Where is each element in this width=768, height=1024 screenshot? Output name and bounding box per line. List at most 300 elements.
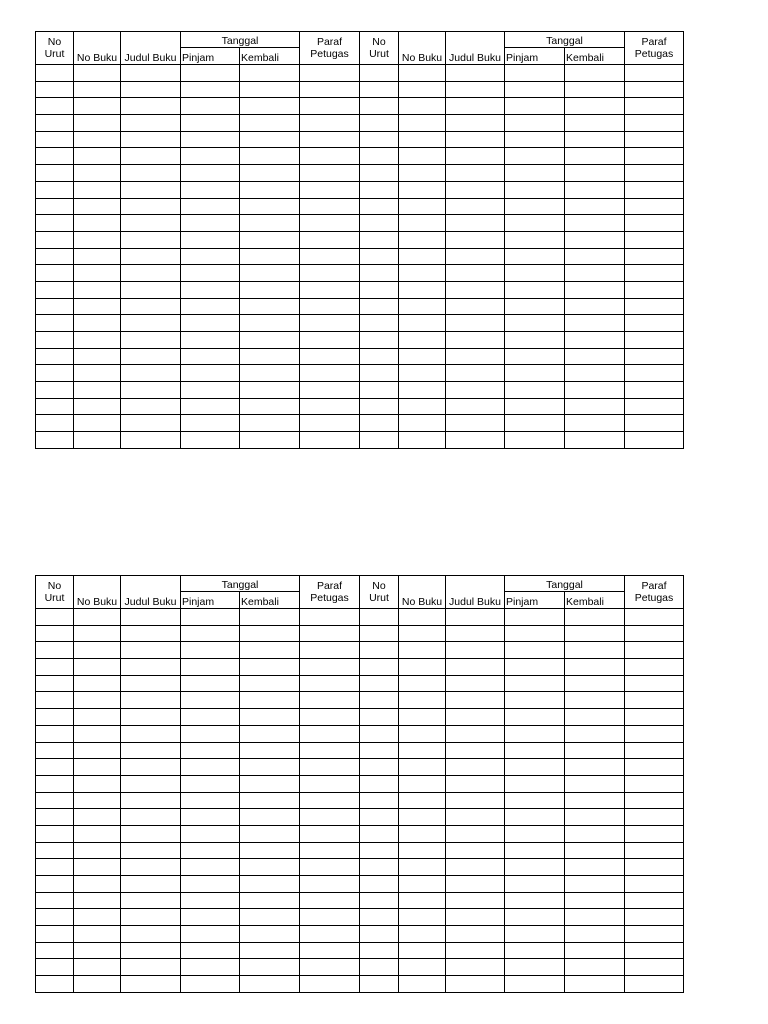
blank-cell[interactable] bbox=[446, 432, 505, 449]
blank-cell[interactable] bbox=[36, 198, 74, 215]
blank-cell[interactable] bbox=[181, 775, 240, 792]
blank-cell[interactable] bbox=[505, 876, 565, 893]
blank-cell[interactable] bbox=[240, 115, 300, 132]
blank-cell[interactable] bbox=[505, 131, 565, 148]
blank-cell[interactable] bbox=[74, 131, 121, 148]
blank-cell[interactable] bbox=[446, 609, 505, 626]
blank-cell[interactable] bbox=[446, 625, 505, 642]
blank-cell[interactable] bbox=[446, 692, 505, 709]
blank-cell[interactable] bbox=[565, 281, 625, 298]
blank-cell[interactable] bbox=[121, 892, 181, 909]
blank-cell[interactable] bbox=[121, 926, 181, 943]
blank-cell[interactable] bbox=[625, 281, 684, 298]
blank-cell[interactable] bbox=[399, 81, 446, 98]
blank-cell[interactable] bbox=[505, 942, 565, 959]
blank-cell[interactable] bbox=[181, 825, 240, 842]
blank-cell[interactable] bbox=[505, 148, 565, 165]
blank-cell[interactable] bbox=[625, 231, 684, 248]
blank-cell[interactable] bbox=[446, 148, 505, 165]
blank-cell[interactable] bbox=[625, 642, 684, 659]
blank-cell[interactable] bbox=[625, 742, 684, 759]
blank-cell[interactable] bbox=[74, 876, 121, 893]
blank-cell[interactable] bbox=[565, 742, 625, 759]
blank-cell[interactable] bbox=[625, 942, 684, 959]
blank-cell[interactable] bbox=[625, 609, 684, 626]
blank-cell[interactable] bbox=[121, 725, 181, 742]
blank-cell[interactable] bbox=[121, 231, 181, 248]
blank-cell[interactable] bbox=[36, 315, 74, 332]
blank-cell[interactable] bbox=[446, 775, 505, 792]
blank-cell[interactable] bbox=[625, 692, 684, 709]
blank-cell[interactable] bbox=[121, 181, 181, 198]
blank-cell[interactable] bbox=[300, 625, 360, 642]
blank-cell[interactable] bbox=[300, 332, 360, 349]
blank-cell[interactable] bbox=[565, 775, 625, 792]
blank-cell[interactable] bbox=[36, 825, 74, 842]
blank-cell[interactable] bbox=[505, 332, 565, 349]
blank-cell[interactable] bbox=[360, 859, 399, 876]
blank-cell[interactable] bbox=[121, 625, 181, 642]
blank-cell[interactable] bbox=[300, 942, 360, 959]
blank-cell[interactable] bbox=[360, 398, 399, 415]
blank-cell[interactable] bbox=[74, 148, 121, 165]
blank-cell[interactable] bbox=[399, 148, 446, 165]
blank-cell[interactable] bbox=[240, 365, 300, 382]
blank-cell[interactable] bbox=[625, 809, 684, 826]
blank-cell[interactable] bbox=[565, 265, 625, 282]
blank-cell[interactable] bbox=[446, 825, 505, 842]
blank-cell[interactable] bbox=[121, 959, 181, 976]
blank-cell[interactable] bbox=[399, 115, 446, 132]
blank-cell[interactable] bbox=[565, 725, 625, 742]
blank-cell[interactable] bbox=[505, 115, 565, 132]
blank-cell[interactable] bbox=[74, 265, 121, 282]
blank-cell[interactable] bbox=[399, 398, 446, 415]
blank-cell[interactable] bbox=[360, 332, 399, 349]
blank-cell[interactable] bbox=[240, 315, 300, 332]
blank-cell[interactable] bbox=[300, 909, 360, 926]
blank-cell[interactable] bbox=[121, 98, 181, 115]
blank-cell[interactable] bbox=[446, 709, 505, 726]
blank-cell[interactable] bbox=[181, 792, 240, 809]
blank-cell[interactable] bbox=[36, 215, 74, 232]
blank-cell[interactable] bbox=[446, 675, 505, 692]
blank-cell[interactable] bbox=[446, 315, 505, 332]
blank-cell[interactable] bbox=[565, 959, 625, 976]
blank-cell[interactable] bbox=[505, 675, 565, 692]
blank-cell[interactable] bbox=[446, 642, 505, 659]
blank-cell[interactable] bbox=[446, 859, 505, 876]
blank-cell[interactable] bbox=[36, 892, 74, 909]
blank-cell[interactable] bbox=[36, 742, 74, 759]
blank-cell[interactable] bbox=[505, 231, 565, 248]
blank-cell[interactable] bbox=[505, 609, 565, 626]
blank-cell[interactable] bbox=[399, 876, 446, 893]
blank-cell[interactable] bbox=[505, 348, 565, 365]
blank-cell[interactable] bbox=[240, 281, 300, 298]
blank-cell[interactable] bbox=[446, 942, 505, 959]
blank-cell[interactable] bbox=[360, 432, 399, 449]
blank-cell[interactable] bbox=[399, 281, 446, 298]
blank-cell[interactable] bbox=[300, 131, 360, 148]
blank-cell[interactable] bbox=[121, 165, 181, 182]
blank-cell[interactable] bbox=[121, 909, 181, 926]
blank-cell[interactable] bbox=[121, 976, 181, 993]
blank-cell[interactable] bbox=[565, 148, 625, 165]
blank-cell[interactable] bbox=[565, 859, 625, 876]
blank-cell[interactable] bbox=[505, 65, 565, 82]
blank-cell[interactable] bbox=[181, 692, 240, 709]
blank-cell[interactable] bbox=[240, 231, 300, 248]
blank-cell[interactable] bbox=[399, 625, 446, 642]
blank-cell[interactable] bbox=[36, 131, 74, 148]
blank-cell[interactable] bbox=[36, 115, 74, 132]
blank-cell[interactable] bbox=[74, 98, 121, 115]
blank-cell[interactable] bbox=[360, 181, 399, 198]
blank-cell[interactable] bbox=[240, 725, 300, 742]
blank-cell[interactable] bbox=[181, 742, 240, 759]
blank-cell[interactable] bbox=[625, 859, 684, 876]
blank-cell[interactable] bbox=[240, 625, 300, 642]
blank-cell[interactable] bbox=[240, 609, 300, 626]
blank-cell[interactable] bbox=[240, 642, 300, 659]
blank-cell[interactable] bbox=[121, 692, 181, 709]
blank-cell[interactable] bbox=[505, 365, 565, 382]
blank-cell[interactable] bbox=[240, 659, 300, 676]
blank-cell[interactable] bbox=[36, 842, 74, 859]
blank-cell[interactable] bbox=[446, 298, 505, 315]
blank-cell[interactable] bbox=[36, 148, 74, 165]
blank-cell[interactable] bbox=[300, 742, 360, 759]
blank-cell[interactable] bbox=[505, 432, 565, 449]
blank-cell[interactable] bbox=[625, 909, 684, 926]
blank-cell[interactable] bbox=[240, 775, 300, 792]
blank-cell[interactable] bbox=[300, 65, 360, 82]
blank-cell[interactable] bbox=[300, 365, 360, 382]
blank-cell[interactable] bbox=[74, 315, 121, 332]
blank-cell[interactable] bbox=[505, 181, 565, 198]
blank-cell[interactable] bbox=[181, 181, 240, 198]
blank-cell[interactable] bbox=[121, 742, 181, 759]
blank-cell[interactable] bbox=[181, 725, 240, 742]
blank-cell[interactable] bbox=[446, 98, 505, 115]
blank-cell[interactable] bbox=[300, 775, 360, 792]
blank-cell[interactable] bbox=[240, 131, 300, 148]
blank-cell[interactable] bbox=[300, 892, 360, 909]
blank-cell[interactable] bbox=[505, 165, 565, 182]
blank-cell[interactable] bbox=[36, 415, 74, 432]
blank-cell[interactable] bbox=[240, 692, 300, 709]
blank-cell[interactable] bbox=[360, 382, 399, 399]
blank-cell[interactable] bbox=[240, 709, 300, 726]
blank-cell[interactable] bbox=[181, 675, 240, 692]
blank-cell[interactable] bbox=[240, 876, 300, 893]
blank-cell[interactable] bbox=[181, 231, 240, 248]
blank-cell[interactable] bbox=[240, 398, 300, 415]
blank-cell[interactable] bbox=[360, 675, 399, 692]
blank-cell[interactable] bbox=[399, 365, 446, 382]
blank-cell[interactable] bbox=[360, 315, 399, 332]
blank-cell[interactable] bbox=[360, 976, 399, 993]
blank-cell[interactable] bbox=[240, 909, 300, 926]
blank-cell[interactable] bbox=[181, 98, 240, 115]
blank-cell[interactable] bbox=[300, 809, 360, 826]
blank-cell[interactable] bbox=[36, 248, 74, 265]
blank-cell[interactable] bbox=[74, 842, 121, 859]
blank-cell[interactable] bbox=[505, 659, 565, 676]
blank-cell[interactable] bbox=[36, 692, 74, 709]
blank-cell[interactable] bbox=[360, 759, 399, 776]
blank-cell[interactable] bbox=[399, 792, 446, 809]
blank-cell[interactable] bbox=[121, 198, 181, 215]
blank-cell[interactable] bbox=[181, 281, 240, 298]
blank-cell[interactable] bbox=[625, 759, 684, 776]
blank-cell[interactable] bbox=[565, 692, 625, 709]
blank-cell[interactable] bbox=[565, 315, 625, 332]
blank-cell[interactable] bbox=[240, 825, 300, 842]
blank-cell[interactable] bbox=[181, 165, 240, 182]
blank-cell[interactable] bbox=[121, 315, 181, 332]
blank-cell[interactable] bbox=[505, 281, 565, 298]
blank-cell[interactable] bbox=[240, 432, 300, 449]
blank-cell[interactable] bbox=[121, 792, 181, 809]
blank-cell[interactable] bbox=[36, 625, 74, 642]
blank-cell[interactable] bbox=[399, 298, 446, 315]
blank-cell[interactable] bbox=[300, 759, 360, 776]
blank-cell[interactable] bbox=[399, 215, 446, 232]
blank-cell[interactable] bbox=[74, 659, 121, 676]
blank-cell[interactable] bbox=[36, 181, 74, 198]
blank-cell[interactable] bbox=[399, 265, 446, 282]
blank-cell[interactable] bbox=[121, 876, 181, 893]
blank-cell[interactable] bbox=[399, 198, 446, 215]
blank-cell[interactable] bbox=[240, 165, 300, 182]
blank-cell[interactable] bbox=[399, 415, 446, 432]
blank-cell[interactable] bbox=[399, 65, 446, 82]
blank-cell[interactable] bbox=[399, 842, 446, 859]
blank-cell[interactable] bbox=[399, 942, 446, 959]
blank-cell[interactable] bbox=[181, 398, 240, 415]
blank-cell[interactable] bbox=[74, 809, 121, 826]
blank-cell[interactable] bbox=[360, 809, 399, 826]
blank-cell[interactable] bbox=[360, 709, 399, 726]
blank-cell[interactable] bbox=[181, 315, 240, 332]
blank-cell[interactable] bbox=[565, 759, 625, 776]
blank-cell[interactable] bbox=[74, 398, 121, 415]
blank-cell[interactable] bbox=[36, 265, 74, 282]
blank-cell[interactable] bbox=[240, 809, 300, 826]
blank-cell[interactable] bbox=[121, 348, 181, 365]
blank-cell[interactable] bbox=[181, 842, 240, 859]
blank-cell[interactable] bbox=[625, 725, 684, 742]
blank-cell[interactable] bbox=[625, 792, 684, 809]
blank-cell[interactable] bbox=[240, 926, 300, 943]
blank-cell[interactable] bbox=[625, 876, 684, 893]
blank-cell[interactable] bbox=[300, 181, 360, 198]
blank-cell[interactable] bbox=[36, 281, 74, 298]
blank-cell[interactable] bbox=[121, 148, 181, 165]
blank-cell[interactable] bbox=[181, 942, 240, 959]
blank-cell[interactable] bbox=[74, 231, 121, 248]
blank-cell[interactable] bbox=[446, 398, 505, 415]
blank-cell[interactable] bbox=[399, 165, 446, 182]
blank-cell[interactable] bbox=[300, 248, 360, 265]
blank-cell[interactable] bbox=[446, 415, 505, 432]
blank-cell[interactable] bbox=[181, 909, 240, 926]
blank-cell[interactable] bbox=[360, 959, 399, 976]
blank-cell[interactable] bbox=[74, 642, 121, 659]
blank-cell[interactable] bbox=[505, 825, 565, 842]
blank-cell[interactable] bbox=[565, 81, 625, 98]
blank-cell[interactable] bbox=[446, 181, 505, 198]
blank-cell[interactable] bbox=[36, 675, 74, 692]
blank-cell[interactable] bbox=[446, 131, 505, 148]
blank-cell[interactable] bbox=[121, 281, 181, 298]
blank-cell[interactable] bbox=[360, 942, 399, 959]
blank-cell[interactable] bbox=[360, 415, 399, 432]
blank-cell[interactable] bbox=[446, 165, 505, 182]
blank-cell[interactable] bbox=[625, 825, 684, 842]
blank-cell[interactable] bbox=[360, 909, 399, 926]
blank-cell[interactable] bbox=[121, 115, 181, 132]
blank-cell[interactable] bbox=[446, 215, 505, 232]
blank-cell[interactable] bbox=[300, 792, 360, 809]
blank-cell[interactable] bbox=[625, 842, 684, 859]
blank-cell[interactable] bbox=[360, 231, 399, 248]
blank-cell[interactable] bbox=[625, 382, 684, 399]
blank-cell[interactable] bbox=[74, 181, 121, 198]
blank-cell[interactable] bbox=[360, 131, 399, 148]
blank-cell[interactable] bbox=[505, 398, 565, 415]
blank-cell[interactable] bbox=[300, 315, 360, 332]
blank-cell[interactable] bbox=[181, 298, 240, 315]
blank-cell[interactable] bbox=[181, 432, 240, 449]
blank-cell[interactable] bbox=[505, 98, 565, 115]
blank-cell[interactable] bbox=[505, 81, 565, 98]
blank-cell[interactable] bbox=[240, 959, 300, 976]
blank-cell[interactable] bbox=[360, 215, 399, 232]
blank-cell[interactable] bbox=[181, 365, 240, 382]
blank-cell[interactable] bbox=[360, 365, 399, 382]
blank-cell[interactable] bbox=[399, 775, 446, 792]
blank-cell[interactable] bbox=[36, 365, 74, 382]
blank-cell[interactable] bbox=[121, 398, 181, 415]
blank-cell[interactable] bbox=[74, 332, 121, 349]
blank-cell[interactable] bbox=[74, 909, 121, 926]
blank-cell[interactable] bbox=[74, 742, 121, 759]
blank-cell[interactable] bbox=[36, 876, 74, 893]
blank-cell[interactable] bbox=[36, 332, 74, 349]
blank-cell[interactable] bbox=[446, 332, 505, 349]
blank-cell[interactable] bbox=[121, 365, 181, 382]
blank-cell[interactable] bbox=[505, 725, 565, 742]
blank-cell[interactable] bbox=[240, 348, 300, 365]
blank-cell[interactable] bbox=[360, 725, 399, 742]
blank-cell[interactable] bbox=[300, 876, 360, 893]
blank-cell[interactable] bbox=[300, 348, 360, 365]
blank-cell[interactable] bbox=[181, 609, 240, 626]
blank-cell[interactable] bbox=[181, 759, 240, 776]
blank-cell[interactable] bbox=[625, 659, 684, 676]
blank-cell[interactable] bbox=[300, 231, 360, 248]
blank-cell[interactable] bbox=[565, 942, 625, 959]
blank-cell[interactable] bbox=[121, 675, 181, 692]
blank-cell[interactable] bbox=[505, 198, 565, 215]
blank-cell[interactable] bbox=[240, 98, 300, 115]
blank-cell[interactable] bbox=[300, 115, 360, 132]
blank-cell[interactable] bbox=[181, 215, 240, 232]
blank-cell[interactable] bbox=[74, 298, 121, 315]
blank-cell[interactable] bbox=[181, 709, 240, 726]
blank-cell[interactable] bbox=[181, 926, 240, 943]
blank-cell[interactable] bbox=[360, 281, 399, 298]
blank-cell[interactable] bbox=[74, 198, 121, 215]
blank-cell[interactable] bbox=[565, 348, 625, 365]
blank-cell[interactable] bbox=[399, 659, 446, 676]
blank-cell[interactable] bbox=[121, 759, 181, 776]
blank-cell[interactable] bbox=[36, 759, 74, 776]
blank-cell[interactable] bbox=[505, 742, 565, 759]
blank-cell[interactable] bbox=[625, 115, 684, 132]
blank-cell[interactable] bbox=[505, 842, 565, 859]
blank-cell[interactable] bbox=[565, 365, 625, 382]
blank-cell[interactable] bbox=[36, 231, 74, 248]
blank-cell[interactable] bbox=[121, 131, 181, 148]
blank-cell[interactable] bbox=[399, 976, 446, 993]
blank-cell[interactable] bbox=[505, 265, 565, 282]
blank-cell[interactable] bbox=[240, 65, 300, 82]
blank-cell[interactable] bbox=[300, 265, 360, 282]
blank-cell[interactable] bbox=[181, 382, 240, 399]
blank-cell[interactable] bbox=[240, 859, 300, 876]
blank-cell[interactable] bbox=[625, 415, 684, 432]
blank-cell[interactable] bbox=[74, 115, 121, 132]
blank-cell[interactable] bbox=[181, 659, 240, 676]
blank-cell[interactable] bbox=[74, 792, 121, 809]
blank-cell[interactable] bbox=[240, 892, 300, 909]
blank-cell[interactable] bbox=[446, 725, 505, 742]
blank-cell[interactable] bbox=[360, 298, 399, 315]
blank-cell[interactable] bbox=[300, 859, 360, 876]
blank-cell[interactable] bbox=[74, 825, 121, 842]
blank-cell[interactable] bbox=[399, 892, 446, 909]
blank-cell[interactable] bbox=[446, 348, 505, 365]
blank-cell[interactable] bbox=[74, 775, 121, 792]
blank-cell[interactable] bbox=[300, 842, 360, 859]
blank-cell[interactable] bbox=[625, 332, 684, 349]
blank-cell[interactable] bbox=[446, 382, 505, 399]
blank-cell[interactable] bbox=[121, 215, 181, 232]
blank-cell[interactable] bbox=[625, 98, 684, 115]
blank-cell[interactable] bbox=[36, 98, 74, 115]
blank-cell[interactable] bbox=[399, 692, 446, 709]
blank-cell[interactable] bbox=[181, 65, 240, 82]
blank-cell[interactable] bbox=[505, 859, 565, 876]
blank-cell[interactable] bbox=[121, 659, 181, 676]
blank-cell[interactable] bbox=[625, 365, 684, 382]
blank-cell[interactable] bbox=[121, 775, 181, 792]
blank-cell[interactable] bbox=[121, 248, 181, 265]
blank-cell[interactable] bbox=[240, 332, 300, 349]
blank-cell[interactable] bbox=[565, 609, 625, 626]
blank-cell[interactable] bbox=[181, 115, 240, 132]
blank-cell[interactable] bbox=[36, 165, 74, 182]
blank-cell[interactable] bbox=[565, 675, 625, 692]
blank-cell[interactable] bbox=[74, 675, 121, 692]
blank-cell[interactable] bbox=[360, 892, 399, 909]
blank-cell[interactable] bbox=[625, 892, 684, 909]
blank-cell[interactable] bbox=[36, 709, 74, 726]
